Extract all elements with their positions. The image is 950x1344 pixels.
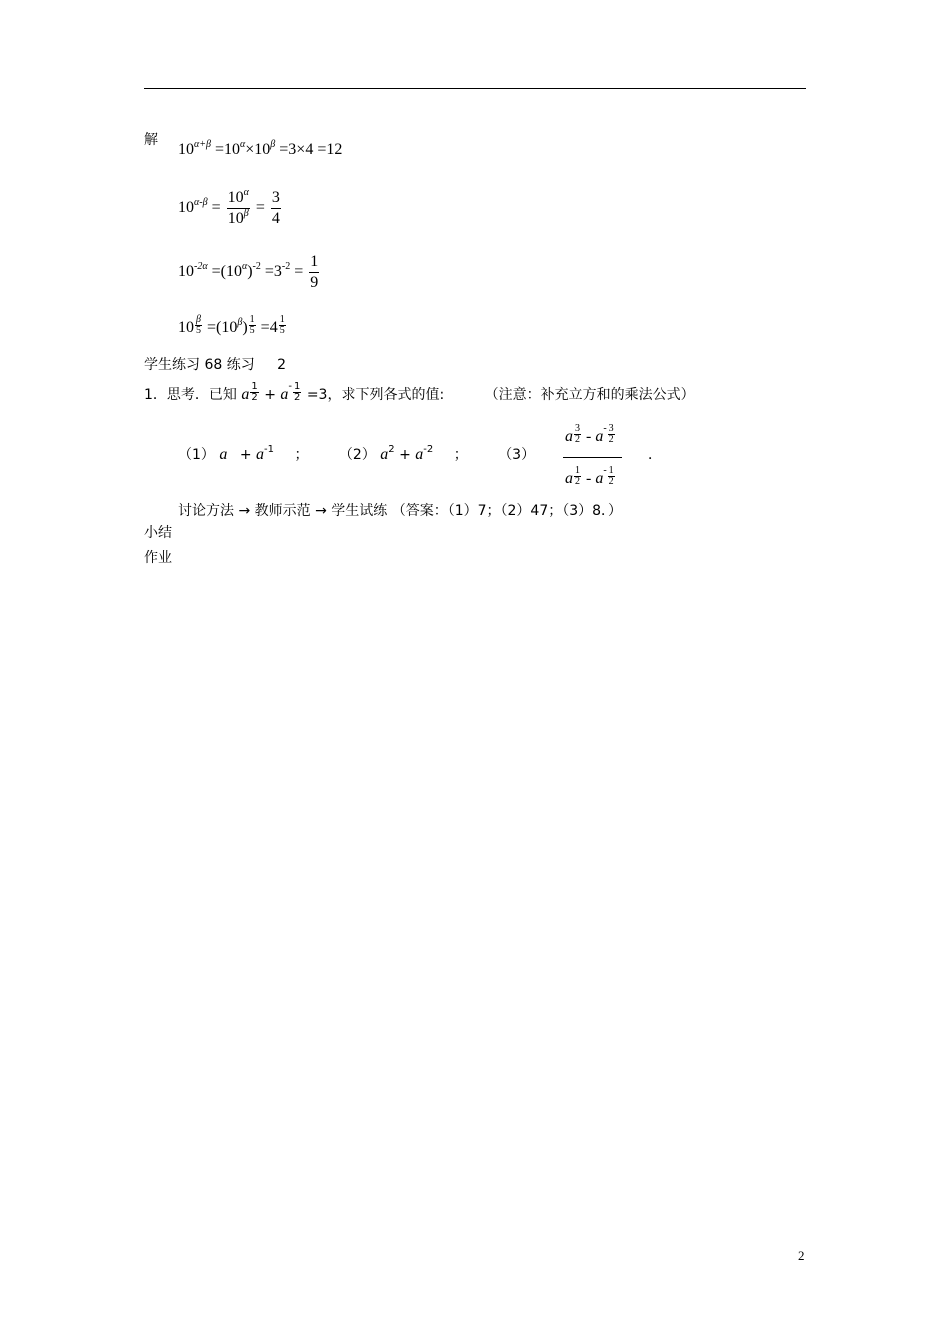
equation-4 <box>178 314 287 346</box>
q1-exp1-den: 2 <box>251 392 258 403</box>
q1-var-a2: a <box>280 386 289 403</box>
eq4-eq: =4 <box>260 319 278 336</box>
eq2-den-base: 10 <box>227 209 244 227</box>
eq1-rhs: =10 <box>214 141 241 158</box>
eq3-mid: =(10 <box>211 262 242 280</box>
eq3-exp: -2α <box>194 260 208 272</box>
part3-numerator <box>563 418 622 458</box>
exercise-title <box>144 354 286 374</box>
eq4-exp-num: β <box>196 314 201 325</box>
eq2-fraction <box>227 189 250 227</box>
eq4-close-num: 1 <box>249 314 255 325</box>
part3-denominator <box>563 458 622 497</box>
q1-exp2-sign: - <box>288 381 292 392</box>
eq3-base: 10 <box>178 262 194 280</box>
eq3-result <box>309 253 319 291</box>
q1-exp2 <box>293 382 301 403</box>
header-rule <box>144 88 806 89</box>
part1-b: a <box>256 446 265 463</box>
q1-plus: + <box>264 387 276 403</box>
eq4-close: ) <box>242 319 248 336</box>
eq2-result-den: 4 <box>271 209 280 227</box>
p3-nb-n: 3 <box>608 423 614 434</box>
equation-1 <box>178 139 343 158</box>
part3-den-b-exp <box>608 466 615 487</box>
part2-sep: ； <box>453 447 468 463</box>
part2-a-exp: 2 <box>388 444 395 455</box>
part1-b-exp: -1 <box>264 444 274 455</box>
eq2-result-num: 3 <box>271 189 281 209</box>
part3-den-a: a <box>565 470 573 487</box>
exercise-title-number: 2 <box>277 357 287 373</box>
part2-plus: + <box>399 447 411 463</box>
part2-b: a <box>415 446 424 463</box>
p3-na-n: 3 <box>575 423 580 434</box>
eq2-exp: α-β <box>194 196 208 208</box>
eq1-times: ×10 <box>245 141 271 158</box>
eq4-r-num: 1 <box>279 314 285 325</box>
summary-heading: 小结 <box>144 525 172 541</box>
eq3-eq-exp: -2 <box>281 260 291 272</box>
solution-label: 解 <box>144 132 158 148</box>
part3-num-b: a <box>595 428 604 445</box>
q1-exp2-den: 2 <box>294 392 301 403</box>
part3-fraction <box>563 418 622 497</box>
part3-num-b-exp <box>608 424 615 445</box>
eq1-exp: α+β <box>194 139 211 150</box>
eq4-r-den: 5 <box>279 325 285 336</box>
part3-den-a-exp <box>574 466 581 487</box>
p3-nb-sign: - <box>603 423 607 434</box>
part3-num-a: a <box>565 428 573 445</box>
part3-label: （3） <box>498 447 536 463</box>
q1-suffix: =3，求下列各式的值: <box>306 387 445 403</box>
equation-3 <box>178 253 321 291</box>
part3-num-a-exp <box>574 424 581 445</box>
eq3-close-exp: -2 <box>252 260 261 272</box>
eq1-base: 10 <box>178 141 194 158</box>
eq4-close-exp <box>249 315 256 336</box>
part3-den-b: a <box>595 470 604 487</box>
eq2-num-exp: α <box>243 187 249 198</box>
q1-var-a: a <box>241 386 250 403</box>
page-number: 2 <box>798 1248 805 1263</box>
q1-exp1-num: 1 <box>251 381 258 392</box>
p3-db-n: 1 <box>608 465 614 476</box>
eq1-exp-b: α <box>240 139 246 150</box>
eq4-exp <box>195 315 202 336</box>
p3-da-d: 2 <box>575 476 580 487</box>
eq2-result <box>271 189 281 227</box>
eq2-base: 10 <box>178 198 194 216</box>
exercise-title-text: 学生练习 68 练习 <box>144 357 255 373</box>
p3-db-sign: - <box>603 465 607 476</box>
eq3-mid-exp: α <box>241 260 248 272</box>
eq2-num-base: 10 <box>227 189 244 206</box>
question-1-parts <box>178 444 535 464</box>
p3-db-d: 2 <box>608 476 614 487</box>
eq2-den-exp: β <box>243 207 249 219</box>
part2-label: （2） <box>338 447 376 463</box>
eq4-base: 10 <box>178 319 194 336</box>
eq4-result-exp <box>279 315 286 336</box>
homework-heading: 作业 <box>144 550 172 566</box>
q1-prefix: 1．思考．已知 <box>144 387 237 403</box>
q1-note: （注意：补充立方和的乘法公式） <box>484 387 695 403</box>
part1-label: （1） <box>178 447 215 463</box>
part3-num-minus: - <box>586 428 592 445</box>
q1-exp1 <box>250 382 258 403</box>
equation-2 <box>178 189 283 227</box>
eq3-close: ) <box>247 262 253 280</box>
q1-exp2-num: 1 <box>294 381 301 392</box>
part2-b-exp: -2 <box>423 444 434 455</box>
eq2-eq2: = <box>255 198 265 216</box>
eq2-eq: = <box>211 198 221 216</box>
eq4-mid: =(10 <box>207 319 238 336</box>
part3-end: ． <box>648 447 662 463</box>
eq3-eq2: = <box>294 262 304 280</box>
part1-plus: + <box>239 447 252 463</box>
eq4-mid-exp: β <box>237 317 243 328</box>
eq3-result-den: 9 <box>310 273 319 291</box>
p3-da-n: 1 <box>575 465 580 476</box>
eq4-close-den: 5 <box>249 325 255 336</box>
eq1-exp-c: β <box>270 139 276 150</box>
part1-sep: ； <box>294 447 309 463</box>
eq3-result-num: 1 <box>309 253 319 273</box>
part3-den-minus: - <box>586 470 592 487</box>
part2-a: a <box>380 446 389 463</box>
question-1 <box>144 381 695 413</box>
part1-a: a <box>219 446 228 463</box>
eq3-eq: =3 <box>264 262 282 280</box>
eq4-exp-den: 5 <box>196 325 201 336</box>
p3-na-d: 2 <box>575 434 580 445</box>
method-line: 讨论方法 → 教师示范 → 学生试练 （答案：（1）7；（2）47；（3）8．） <box>178 503 623 519</box>
p3-nb-d: 2 <box>608 434 614 445</box>
eq1-tail: =3×4 =12 <box>279 141 343 158</box>
